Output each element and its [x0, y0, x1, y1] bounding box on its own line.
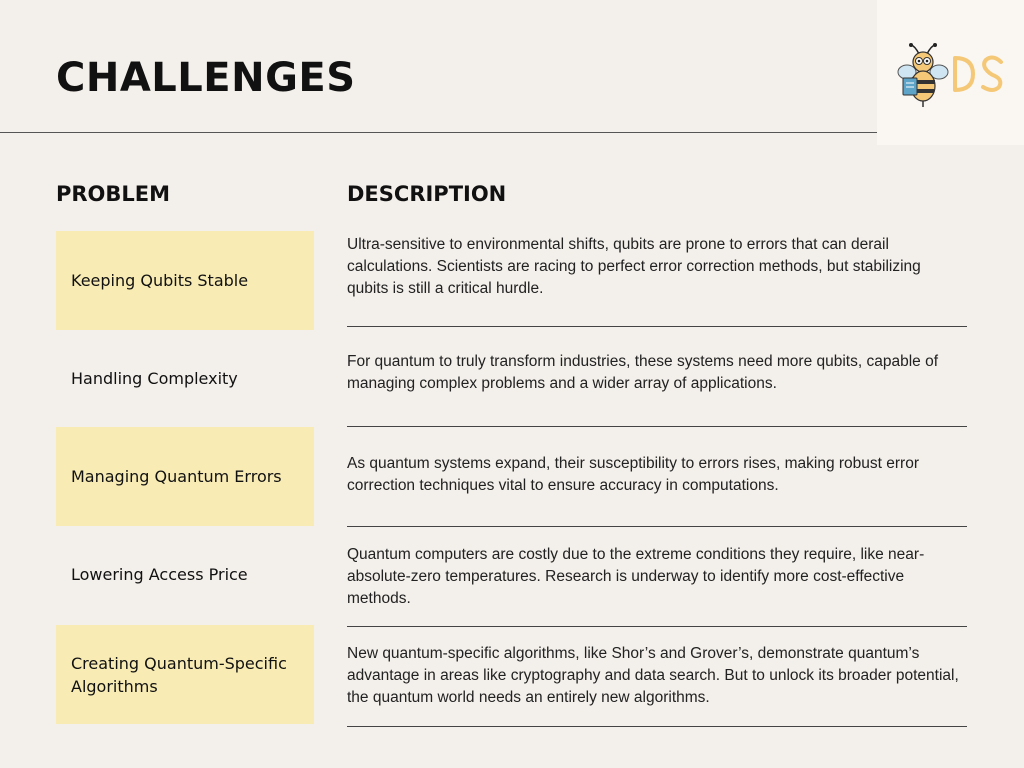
problem-cell [56, 329, 314, 428]
description-cell: Ultra-sensitive to environmental shifts, qubits are prone to errors that can derail calculations. Scientists are racing to perfect error correction methods, but stabilizing qubits is still a critical hurdle. [347, 236, 921, 297]
header-divider [0, 132, 1024, 133]
bee-logo-icon [897, 40, 1007, 110]
problem-cell [56, 625, 314, 724]
problem-column-header: PROBLEM [56, 182, 171, 206]
row-divider [347, 326, 967, 327]
description-cell: For quantum to truly transform industries, these systems need more qubits, capable of managing complex problems and a wider array of applications. [347, 353, 938, 392]
description-cell: As quantum systems expand, their susceptibility to errors rises, making robust error correction techniques vital to ensure accuracy in computations. [347, 455, 920, 494]
problem-cell [56, 525, 314, 624]
row-divider [347, 426, 967, 427]
logo [877, 0, 1024, 145]
problem-label: Keeping Qubits Stable [71, 271, 249, 290]
problem-cell [56, 427, 314, 526]
problem-cell [56, 231, 314, 330]
description-cell: New quantum-specific algorithms, like Shor’s and Grover’s, demonstrate quantum’s advantage in areas like cryptography and data search. But to unlock its broader potential, the quantum world needs an entirely new algorithms. [347, 645, 959, 706]
row-divider [347, 626, 967, 627]
description-cell: Quantum computers are costly due to the extreme conditions they require, like near-absolute-zero temperatures. Research is underway to identify more cost-effective methods. [347, 546, 925, 607]
problem-label: Creating Quantum-Specific Algorithms [71, 653, 287, 696]
row-divider [347, 726, 967, 727]
problem-label: Managing Quantum Errors [71, 467, 282, 486]
page-title: CHALLENGES [56, 55, 356, 101]
row-divider [347, 526, 967, 527]
description-column-header: DESCRIPTION [347, 182, 507, 206]
problem-label: Handling Complexity [71, 369, 238, 388]
problem-label: Lowering Access Price [71, 565, 248, 584]
